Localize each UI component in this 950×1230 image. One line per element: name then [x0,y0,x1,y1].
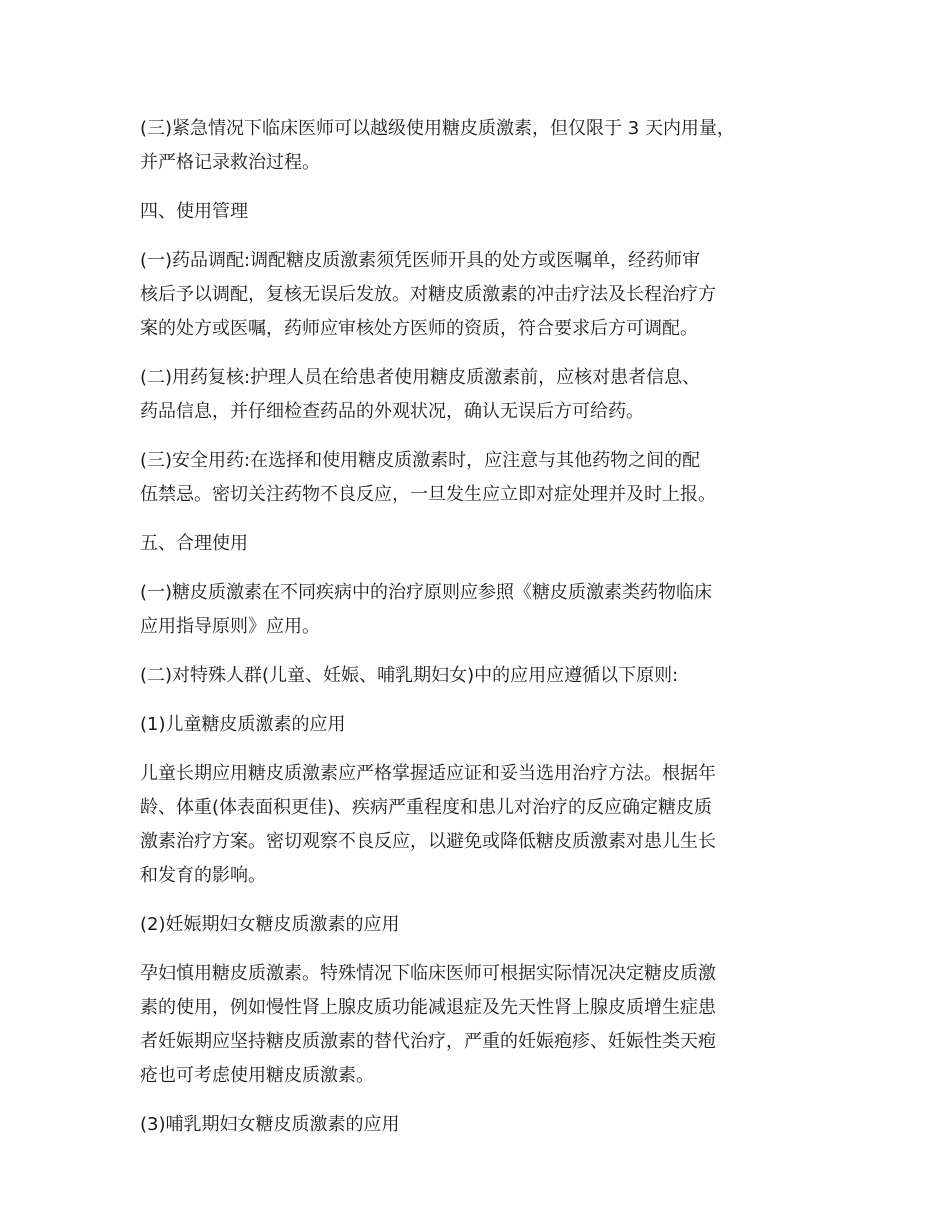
text-line: 并严格记录救治过程。 [140,152,320,173]
text-line: 四、使用管理 [140,201,248,222]
section-heading-rational-use [140,527,830,561]
text-line: (三)紧急情况下临床医师可以越级使用糖皮质激素，但仅限于 3 天内用量， [140,118,735,139]
text-line: 和发育的影响。 [140,865,266,886]
paragraph-special-populations [140,659,830,693]
text-line: 应用指导原则》应用。 [140,616,320,637]
text-line: 疮也可考虑使用糖皮质激素。 [140,1065,374,1086]
text-line: (二)对特殊人群(儿童、妊娠、哺乳期妇女)中的应用应遵循以下原则: [140,665,679,686]
subheading-children [140,708,830,742]
subheading-pregnancy [140,908,830,942]
paragraph-treatment-principles [140,576,830,644]
text-line: 药品信息，并仔细检查药品的外观状况，确认无误后方可给药。 [140,401,644,422]
text-line: 激素治疗方案。密切观察不良反应，以避免或降低糖皮质激素对患儿生长 [140,831,716,852]
text-line: 孕妇慎用糖皮质激素。特殊情况下临床医师可根据实际情况决定糖皮质激 [140,963,716,984]
text-line: (一)药品调配:调配糖皮质激素须凭医师开具的处方或医嘱单，经药师审 [140,250,701,271]
text-line: 龄、体重(体表面积更佳)、疾病严重程度和患儿对治疗的反应确定糖皮质 [140,797,713,818]
text-line: 案的处方或医嘱，药师应审核处方医师的资质，符合要求后方可调配。 [140,318,698,339]
text-line: 者妊娠期应坚持糖皮质激素的替代治疗，严重的妊娠疱疹、妊娠性类天疱 [140,1031,716,1052]
paragraph-safe-medication [140,444,830,512]
text-line: (1)儿童糖皮质激素的应用 [140,714,346,735]
paragraph-pregnancy-use [140,957,830,1093]
text-line: (一)糖皮质激素在不同疾病中的治疗原则应参照《糖皮质激素类药物临床 [140,582,713,603]
text-line: (三)安全用药:在选择和使用糖皮质激素时，应注意与其他药物之间的配 [140,450,701,471]
paragraph-medication-check [140,361,830,429]
paragraph-children-use [140,757,830,893]
section-heading-usage-management [140,195,830,229]
text-line: (二)用药复核:护理人员在给患者使用糖皮质激素前，应核对患者信息、 [140,367,701,388]
text-line: 五、合理使用 [140,533,248,554]
text-line: 素的使用，例如慢性肾上腺皮质功能减退症及先天性肾上腺皮质增生症患 [140,997,716,1018]
text-line: 伍禁忌。密切关注药物不良反应，一旦发生应立即对症处理并及时上报。 [140,484,716,505]
paragraph-dispensing [140,244,830,346]
text-line: 核后予以调配，复核无误后发放。对糖皮质激素的冲击疗法及长程治疗方 [140,284,716,305]
subheading-lactation [140,1108,830,1142]
text-line: (3)哺乳期妇女糖皮质激素的应用 [140,1114,400,1135]
paragraph-emergency-use [140,112,830,180]
text-line: (2)妊娠期妇女糖皮质激素的应用 [140,914,400,935]
document-body [140,112,830,1157]
text-line: 儿童长期应用糖皮质激素应严格掌握适应证和妥当选用治疗方法。根据年 [140,763,716,784]
